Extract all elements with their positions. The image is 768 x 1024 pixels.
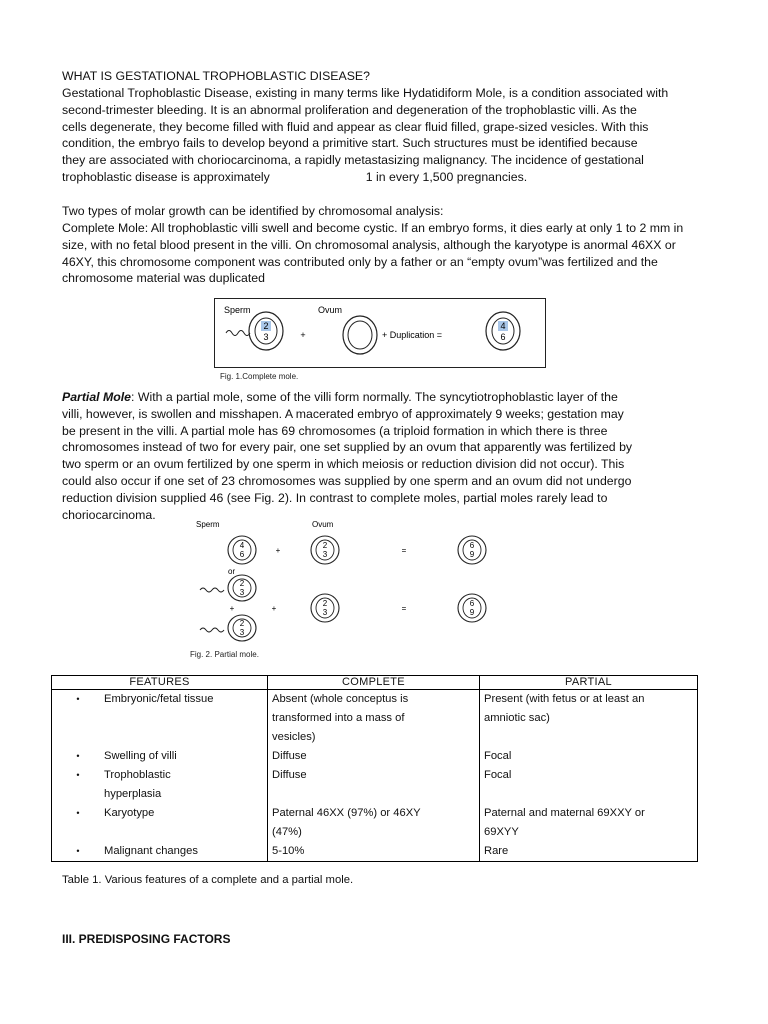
feature-item-cont xyxy=(52,785,267,804)
partial-text: 69XYY xyxy=(484,826,519,838)
partial-line-first: : With a partial mole, some of the villi form normally. The syncytiotrophoblastic layer of the xyxy=(131,390,618,404)
feature-item xyxy=(52,842,267,861)
fig2-r1-result-top: 6 xyxy=(469,541,475,550)
partial-line: chromosomes instead of two for every pair, one set supplied by an ovum that apparently was fertilized by xyxy=(62,440,633,455)
intro-last-b: 1 in every 1,500 pregnancies. xyxy=(365,169,528,184)
partial-mole-paragraph xyxy=(62,389,712,523)
header-features: FEATURES xyxy=(52,676,268,690)
partial-text: amniotic sac) xyxy=(484,712,550,724)
header-partial: PARTIAL xyxy=(480,676,698,690)
bullet: • xyxy=(76,694,80,704)
bullet: • xyxy=(76,808,80,818)
partial-text: Rare xyxy=(484,845,509,857)
fig1-sperm-bottom: 3 xyxy=(263,332,269,342)
complete-text: vesicles) xyxy=(272,731,316,743)
figure-2-partial-mole xyxy=(190,518,510,648)
table-header-row xyxy=(52,676,698,690)
feature-text: hyperplasia xyxy=(104,788,162,800)
fig2-r2-tail-b xyxy=(200,628,224,632)
header-complete: COMPLETE xyxy=(268,676,480,690)
molar-intro xyxy=(62,203,712,220)
fig2-r1-plus: + xyxy=(275,546,281,555)
bullet: • xyxy=(76,846,80,856)
fig2-r1-ovum-bottom: 3 xyxy=(322,550,328,559)
partial-text: Paternal and maternal 69XXY or xyxy=(484,807,645,819)
intro-line: condition, the embryo fails to develop beyond a primitive start. Such structures must be identified because xyxy=(62,136,638,151)
fig2-r2-ovum-bottom: 3 xyxy=(322,608,328,617)
intro-line: cells degenerate, they become filled with fluid and appear as clear fluid filled, grape-sized vesicles. With this xyxy=(62,119,649,134)
intro-paragraph xyxy=(62,85,712,186)
partial-cell xyxy=(480,690,698,862)
complete-mole-paragraph xyxy=(62,220,712,287)
intro-line: they are associated with choriocarcinoma, a rapidly metastasizing malignancy. The incidence of gestational xyxy=(62,153,644,168)
fig2-r1-sperm-top: 4 xyxy=(239,541,245,550)
partial-text: Focal xyxy=(484,769,512,781)
complete-text: Diffuse xyxy=(272,750,307,762)
complete-cell xyxy=(268,690,480,862)
fig2-r2-ovum-top: 2 xyxy=(322,599,328,608)
complete-text: transformed into a mass of xyxy=(272,712,405,724)
fig1-sperm-top: 2 xyxy=(263,321,269,331)
fig2-r2-sperm-b-bottom: 3 xyxy=(239,628,245,637)
features-cell xyxy=(52,690,268,862)
fig2-r2-tail-a xyxy=(200,588,224,592)
fig2-ovum-label: Ovum xyxy=(312,520,334,529)
fig2-r2-plus-b: + xyxy=(271,604,277,613)
fig2-r1-sperm-bottom: 6 xyxy=(239,550,245,559)
partial-line: reduction division supplied 46 (see Fig. 2). In contrast to complete moles, partial moles rarely lead to xyxy=(62,490,608,505)
bullet: • xyxy=(76,770,80,780)
fig1-plus: + xyxy=(300,330,306,340)
feature-item xyxy=(52,747,267,766)
intro-line-last xyxy=(62,169,712,186)
intro-line: second-trimester bleeding. It is an abnormal proliferation and degeneration of the trophoblastic villi. As the xyxy=(62,102,637,117)
fig2-r2-sperm-b-top: 2 xyxy=(239,619,245,628)
complete-line: Complete Mole: All trophoblastic villi swell and become cystic. If an embryo forms, it dies early at only 1 to 2 mm in xyxy=(62,221,684,235)
fig2-r2-plus-a: + xyxy=(229,604,235,613)
figure-1-complete-mole xyxy=(214,298,546,368)
molar-intro-text: Two types of molar growth can be identified by chromosomal analysis: xyxy=(62,204,444,218)
bullet: • xyxy=(76,751,80,761)
fig2-r1-result-bottom: 9 xyxy=(469,550,475,559)
complete-line: 46XY, this chromosome component was contributed only by a father or an “empty ovum”was fertilized and the xyxy=(62,254,658,269)
complete-line: chromosome material was duplicated xyxy=(62,271,265,286)
partial-label: Partial Mole xyxy=(62,390,132,404)
features-table xyxy=(51,675,698,862)
fig1-caption: Fig. 1.Complete mole. xyxy=(220,372,299,381)
feature-item xyxy=(52,690,267,709)
partial-line: choriocarcinoma. xyxy=(62,507,156,522)
feature-item xyxy=(52,804,267,823)
partial-text: Focal xyxy=(484,750,512,762)
fig1-ovum-label: Ovum xyxy=(318,305,343,315)
fig2-r1-equals: = xyxy=(401,546,407,555)
partial-text: Present (with fetus or at least an xyxy=(484,693,645,705)
fig2-r1-ovum-top: 2 xyxy=(322,541,328,550)
table-caption: Table 1. Various features of a complete and a partial mole. xyxy=(62,874,354,886)
fig2-or: or xyxy=(228,567,236,576)
fig1-result-top: 4 xyxy=(500,321,506,331)
complete-text: 5-10% xyxy=(272,845,305,857)
fig2-r2-equals: = xyxy=(401,604,407,613)
fig2-r2-sperm-a-top: 2 xyxy=(239,579,245,588)
section-heading-predisposing: III. PREDISPOSING FACTORS xyxy=(62,932,231,946)
partial-line: could also occur if one set of 23 chromosomes was supplied by one sperm and an ovum did not undergo xyxy=(62,473,632,488)
feature-text: Swelling of villi xyxy=(104,750,177,762)
partial-line xyxy=(62,389,712,406)
table-body-row xyxy=(52,690,698,862)
intro-line: Gestational Trophoblastic Disease, existing in many terms like Hydatidiform Mole, is a condition associated with xyxy=(62,86,669,100)
fig2-caption: Fig. 2. Partial mole. xyxy=(190,650,259,659)
intro-last-a: trophoblastic disease is approximately xyxy=(62,169,270,184)
partial-line: villi, however, is swollen and misshapen. A macerated embryo of approximately 9 weeks; gestation may xyxy=(62,406,624,421)
fig1-sperm-label: Sperm xyxy=(224,305,251,315)
page-heading xyxy=(62,68,712,85)
fig2-sperm-label: Sperm xyxy=(196,520,220,529)
complete-text: (47%) xyxy=(272,826,302,838)
feature-text: Trophoblastic xyxy=(104,769,171,781)
partial-line: two sperm or an ovum fertilized by one sperm in which meiosis or reduction division did not occur). This xyxy=(62,457,625,472)
fig1-result-bottom: 6 xyxy=(500,332,506,342)
complete-line: size, with no fetal blood present in the villi. On chromosomal analysis, although the karyotype is anormal 46XX or xyxy=(62,237,676,252)
fig1-duplication: + Duplication = xyxy=(382,330,443,340)
complete-text: Diffuse xyxy=(272,769,307,781)
feature-item xyxy=(52,766,267,785)
feature-text: Embryonic/fetal tissue xyxy=(104,693,214,705)
feature-text: Malignant changes xyxy=(104,845,198,857)
fig2-r2-result-top: 6 xyxy=(469,599,475,608)
partial-line: be present in the villi. A partial mole has 69 chromosomes (a triploid formation in which there is three xyxy=(62,423,608,438)
feature-text: Karyotype xyxy=(104,807,155,819)
fig2-r2-result-bottom: 9 xyxy=(469,608,475,617)
complete-text: Paternal 46XX (97%) or 46XY xyxy=(272,807,421,819)
heading-text: WHAT IS GESTATIONAL TROPHOBLASTIC DISEASE? xyxy=(62,69,370,83)
fig2-r2-sperm-a-bottom: 3 xyxy=(239,588,245,597)
complete-text: Absent (whole conceptus is xyxy=(272,693,409,705)
